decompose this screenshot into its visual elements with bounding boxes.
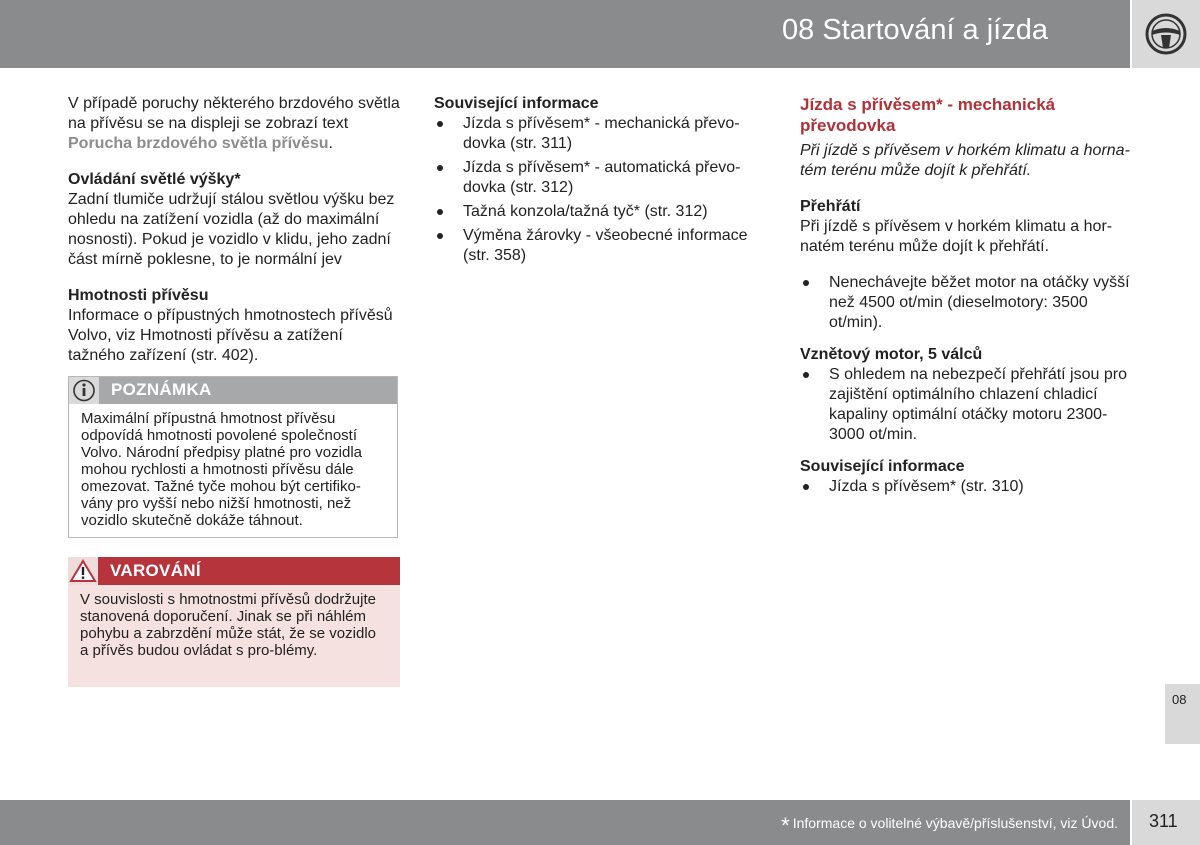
list-item[interactable]: Jízda s přívěsem* (str. 310) <box>800 477 1136 497</box>
diesel-engine-title: Vznětový motor, 5 válců <box>800 346 983 363</box>
related-info-list <box>434 114 764 266</box>
page-number-box <box>1132 800 1200 845</box>
note-text: Maximální přípustná hmotnost přívěsu odpovídá hmotnosti povolené společností Volvo. Národní předpisy platné pro vozidla mohou rychlosti a hmotnosti přívěsu dále omezovat. Tažné tyče mohou být certifiko-vány pro vyšší nebo nižší hmotnosti, než vozidlo skutečně dokáže táhnout. <box>81 410 363 529</box>
page-header <box>0 0 1130 68</box>
chapter-title: 08 Startování a jízda <box>782 14 1048 46</box>
diesel-engine-list <box>800 365 1136 445</box>
list-item[interactable]: Jízda s přívěsem* - automatická převo-dovka (str. 312) <box>434 158 764 198</box>
list-item: S ohledem na nebezpečí přehřátí jsou pro zajištění optimálního chlazení chladicí kapaliny optimální otáčky motoru 2300-3000 ot/min. <box>800 365 1136 445</box>
section-text-ride-height: Zadní tlumiče udržují stálou světlou výšku bez ohledu na zatížení vozidla (až do maximální nosnosti). Pokud je vozidlo v klidu, jeho zadní část mírně poklesne, to je normální jev <box>68 191 395 268</box>
related-info-list-right <box>800 477 1136 497</box>
overheating-list <box>800 273 1136 333</box>
footer-text: Informace o volitelné výbavě/příslušenství, viz Úvod. <box>792 815 1118 831</box>
chapter-tab-label: 08 <box>1172 692 1187 707</box>
column-middle <box>434 94 764 270</box>
page-number: 311 <box>1149 811 1178 831</box>
section-title-ride-height: Ovládání světlé výšky* <box>68 171 241 188</box>
warning-box <box>68 557 400 687</box>
intro-highlight: Porucha brzdového světla přívěsu <box>68 135 329 152</box>
section-text-trailer-weights: Informace o přípustných hmotnostech přívěsů Volvo, viz Hmotnosti přívěsu a zatížení tažného zařízení (str. 402). <box>68 307 393 364</box>
related-info-title-right: Související informace <box>800 458 965 475</box>
note-header <box>69 377 397 404</box>
intro-text: V případě poruchy některého brzdového světla na přívěsu se na displeji se zobrazí text <box>68 95 400 132</box>
warning-header <box>68 557 400 585</box>
warning-triangle-icon <box>68 557 98 585</box>
intro-paragraph <box>68 94 402 154</box>
list-item: Nenechávejte běžet motor na otáčky vyšší než 4500 ot/min (dieselmotory: 3500 ot/min). <box>800 273 1136 333</box>
section-heading: Jízda s přívěsem* - mechanická převodovka <box>800 95 1056 135</box>
column-right <box>800 94 1136 501</box>
footer-star: * <box>781 813 790 838</box>
list-item[interactable]: Výměna žárovky - všeobecné informace (str. 358) <box>434 226 764 266</box>
section-title-trailer-weights: Hmotnosti přívěsu <box>68 287 209 304</box>
overheating-text: Při jízdě s přívěsem v horkém klimatu a hor-natém terénu může dojít k přehřátí. <box>800 218 1113 255</box>
info-icon <box>69 377 99 404</box>
note-label: POZNÁMKA <box>111 380 212 399</box>
warning-label: VAROVÁNÍ <box>110 561 201 580</box>
chapter-tab <box>1165 684 1200 744</box>
overheating-title: Přehřátí <box>800 198 861 215</box>
warning-text: V souvislosti s hmotnostmi přívěsů dodržujte stanovená doporučení. Jinak se při náhlém pohybu a zabrzdění může stát, že se vozidlo a přívěs budou ovládat s pro-blémy. <box>80 591 377 659</box>
column-left <box>68 94 402 366</box>
footer-note <box>781 813 1118 839</box>
list-item[interactable]: Tažná konzola/tažná tyč* (str. 312) <box>434 202 764 222</box>
list-item[interactable]: Jízda s přívěsem* - mechanická převo-dovka (str. 311) <box>434 114 764 154</box>
chapter-icon-box <box>1132 0 1200 68</box>
related-info-title: Související informace <box>434 95 599 112</box>
page-footer <box>0 800 1130 845</box>
note-box <box>68 376 398 538</box>
steering-wheel-icon <box>1143 11 1189 57</box>
section-intro: Při jízdě s přívěsem v horkém klimatu a horna-tém terénu může dojít k přehřátí. <box>800 142 1130 179</box>
intro-end: . <box>328 135 333 152</box>
